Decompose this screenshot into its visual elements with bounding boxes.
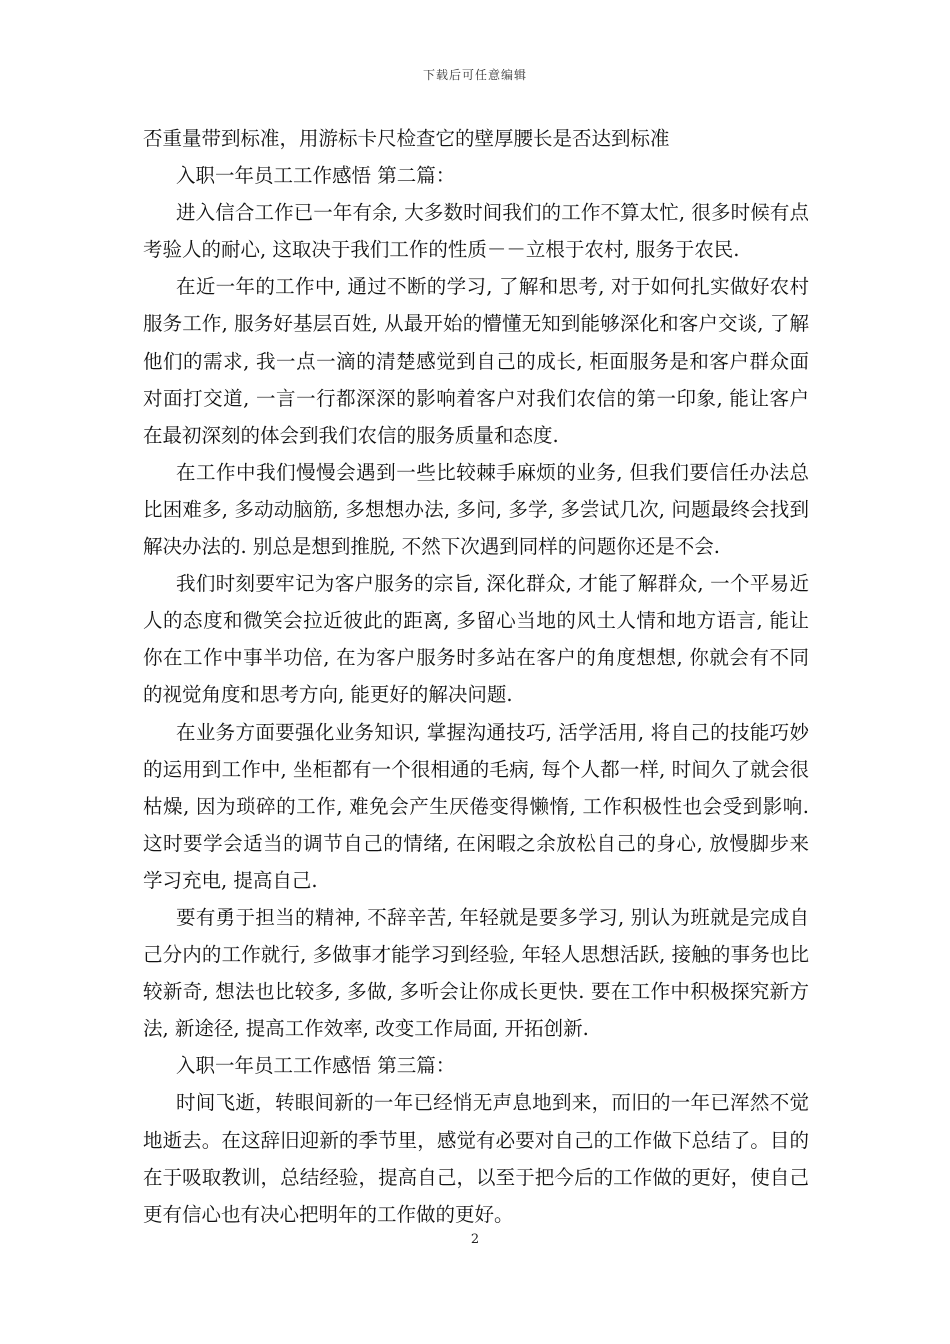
paragraph-continuation: 否重量带到标准，用游标卡尺检查它的壁厚腰长是否达到标准: [143, 127, 670, 150]
paragraph: 要有勇于担当的精神, 不辞辛苦, 年轻就是要多学习, 别认为班就是完成自己分内的工作就行, 多做事才能学习到经验, 年轻人思想活跃, 接触的事务也比较新奇, 想法也比较多, 多做, 多听会让你成长更快. 要在工作中积极探究新方法, 新途径, 提高工作效率, 改变工作局面, 开拓创新.: [143, 905, 809, 1041]
section-heading-part-three: 入职一年员工工作感悟 第三篇：: [176, 1054, 456, 1078]
document-body: [143, 120, 809, 1233]
paragraph: 时间飞逝，转眼间新的一年已经悄无声息地到来，而旧的一年已浑然不觉地逝去。在这辞旧迎新的季节里，感觉有必要对自己的工作做下总结了。目的在于吸取教训，总结经验，提高自己，以至于把今后的工作做的更好，使自己更有信心也有决心把明年的工作做的更好。: [143, 1091, 809, 1226]
paragraph: 我们时刻要牢记为客户服务的宗旨, 深化群众, 才能了解群众, 一个平易近人的态度和微笑会拉近彼此的距离, 多留心当地的风土人情和地方语言, 能让你在工作中事半功倍, 在为客户服务时多站在客户的角度想想, 你就会有不同的视觉角度和思考方向, 能更好的解决问题.: [143, 572, 809, 707]
section-heading-part-two: 入职一年员工工作感悟 第二篇：: [176, 164, 456, 188]
paragraph: 进入信合工作已一年有余, 大多数时间我们的工作不算太忙, 很多时候有点考验人的耐心, 这取决于我们工作的性质－－立根于农村, 服务于农民.: [143, 201, 809, 262]
paragraph: 在业务方面要强化业务知识, 掌握沟通技巧, 活学活用, 将自己的技能巧妙的运用到工作中, 坐柜都有一个很相通的毛病, 每个人都一样, 时间久了就会很枯燥, 因为琐碎的工作, 难免会产生厌倦变得懒惰, 工作积极性也会受到影响. 这时要学会适当的调节自己的情绪, 在闲暇之余放松自己的身心, 放慢脚步来学习充电, 提高自己.: [143, 720, 809, 892]
paragraph: 在工作中我们慢慢会遇到一些比较棘手麻烦的业务, 但我们要信任办法总比困难多, 多动动脑筋, 多想想办法, 多问, 多学, 多尝试几次, 问题最终会找到解决办法的. 别总是想到推脱, 不然下次遇到同样的问题你还是不会.: [143, 460, 809, 559]
page-number: 2: [470, 1232, 480, 1247]
paragraph: 在近一年的工作中, 通过不断的学习, 了解和思考, 对于如何扎实做好农村服务工作, 服务好基层百姓, 从最开始的懵懂无知到能够深化和客户交谈, 了解他们的需求, 我一点一滴的清楚感觉到自己的成长, 柜面服务是和客户群众面对面打交道, 一言一行都深深的影响着客户对我们农信的第一印象, 能让客户在最初深刻的体会到我们农信的服务质量和态度.: [143, 275, 809, 447]
page-header: 下载后可任意编辑: [422, 68, 527, 82]
